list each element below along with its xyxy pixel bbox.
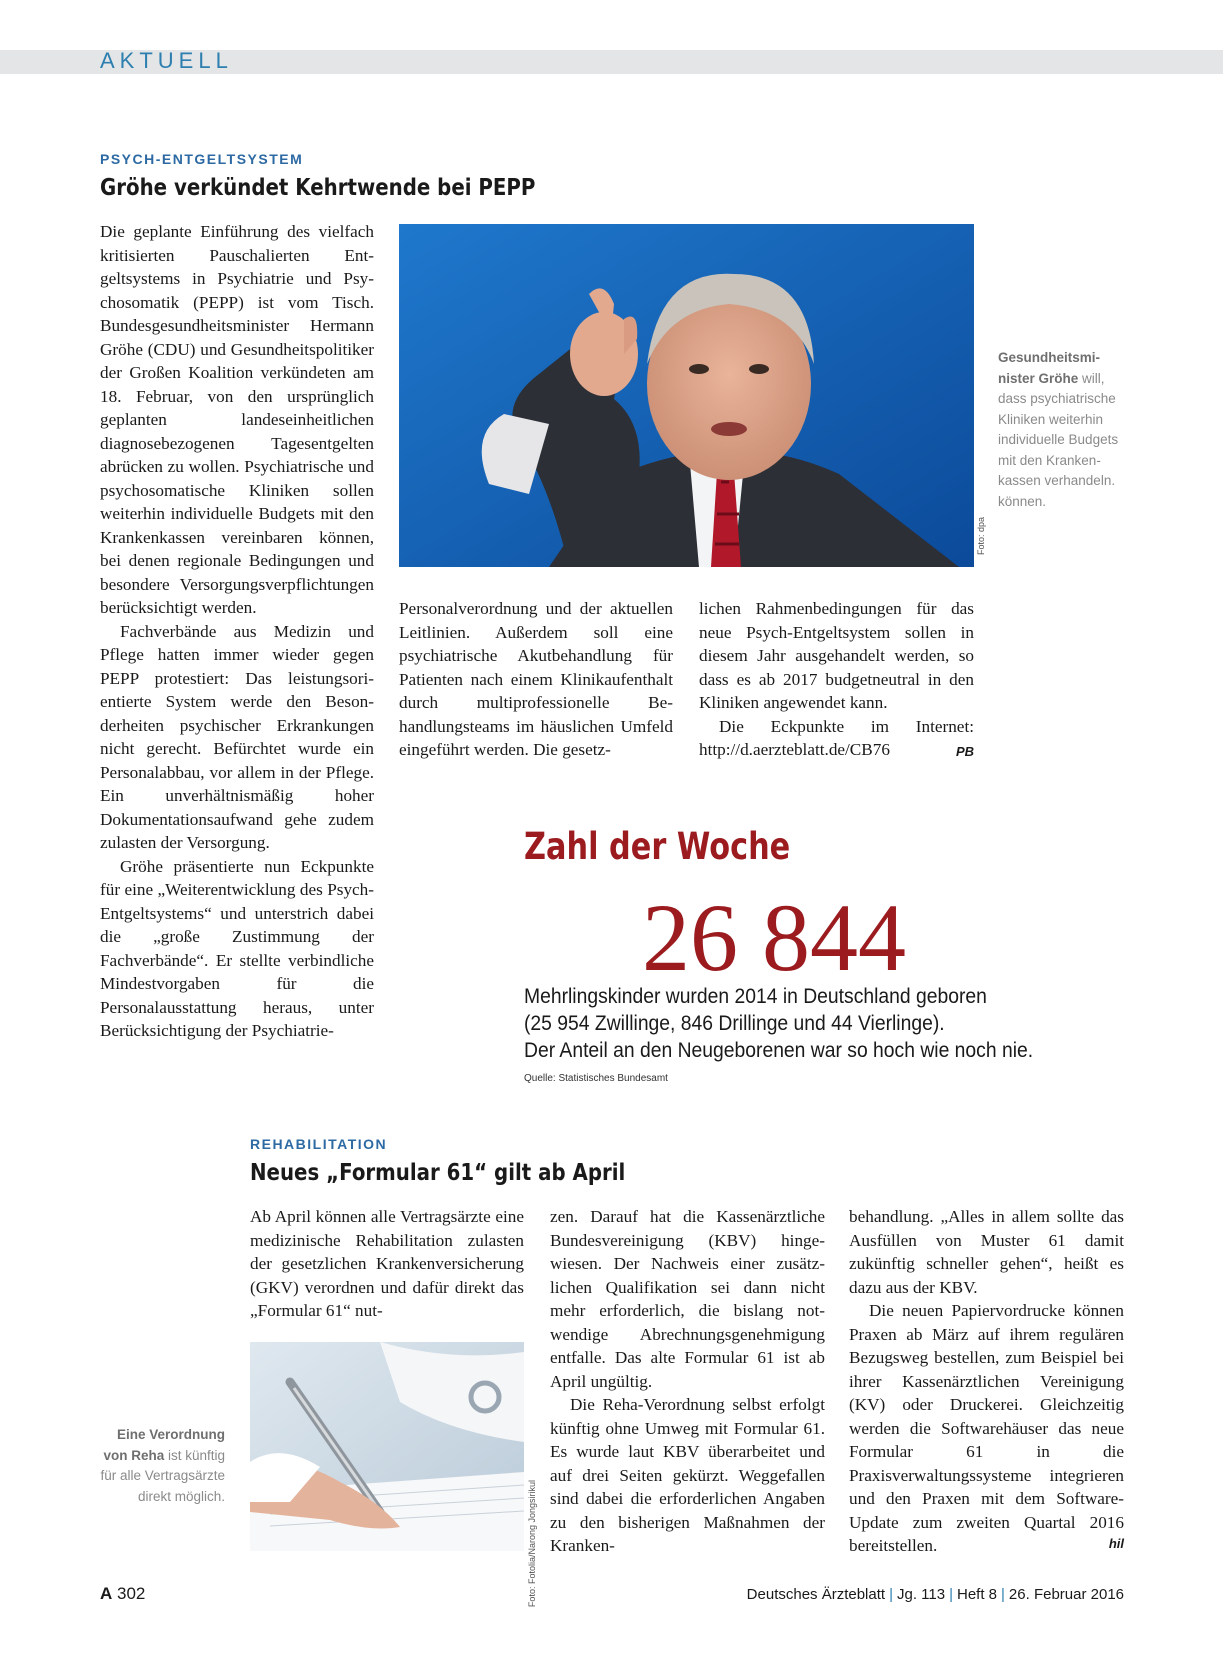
- zdw-title: Zahl der Woche: [524, 825, 791, 868]
- paragraph: behandlung. „Alles in allem sollte das Ausfüllen von Muster 61 damit zukünftig schneller gehen“, heißt es dazu aus der KBV.: [849, 1207, 1124, 1297]
- footer-journal-info: [747, 1586, 1124, 1603]
- article2-headline: Neues „Formular 61“ gilt ab April: [250, 1160, 626, 1186]
- link-intro: Die Eckpunkte im Internet:: [719, 716, 974, 736]
- caption-bold: Gesundheitsminister Gröhe: [998, 350, 1101, 386]
- page-prefix: A: [100, 1584, 113, 1603]
- paragraph-last: [849, 1299, 1124, 1558]
- zdw-source: Quelle: Statistisches Bundesamt: [524, 1073, 668, 1084]
- caption-bold: Eine Verordnung von Reha: [103, 1427, 225, 1463]
- zdw-line-2: (25 954 Zwillinge, 846 Drillinge und 44 Vierlinge).: [524, 1012, 945, 1035]
- paragraph: zen. Darauf hat die Kassenärztliche Bundesvereinigung (KBV) hingewiesen. Der Nachweis einer zusätzlichen Qualifikation sei dann nicht mehr erforderlich, die bislang notwendige Abrechnungsgenehmigung entfalle. Das alte Formular 61 ist ab April ungültig.: [550, 1207, 825, 1391]
- photo-credit: Foto: dpa: [976, 517, 986, 556]
- caption-text: will, dass psychiatrische Kliniken weiterhin individuelle Budgets mit den Krankenkassen verhandeln. können.: [998, 370, 1119, 509]
- article2-column-2: [550, 1205, 825, 1558]
- zdw-line-1: Mehrlingskinder wurden 2014 in Deutschland geboren: [524, 985, 987, 1008]
- issue: Heft 8: [956, 1586, 998, 1603]
- paragraph: Die geplante Einführung des vielfach kritisierten Pauschalierten Entgeltsystems in Psychiatrie und Psychosomatik (PEPP) ist vom Tisch. Bundesgesundheitsminister Hermann Gröhe (CDU) und Gesundheitspolitiker der Großen Koalition verkündeten am 18. Februar, von den ursprünglich geplanten landeseinheitlichen diagnosebezogenen Tagesentgelten abrücken zu wollen. Psychiatrische und psychosomatische Kliniken sollen weiterhin individuelle Budgets mit den Krankenkassen vereinbaren können, bei denen regionale Bedingungen und besondere Versorgungsverpflichtungen berücksichtigt werden.: [100, 222, 374, 617]
- article2-kicker: REHABILITATION: [250, 1136, 388, 1152]
- page-number: [100, 1584, 145, 1604]
- article1-caption: [998, 348, 1128, 512]
- internet-link[interactable]: http://d.aerzteblatt.de/CB76: [699, 740, 890, 759]
- article1-column-3: [699, 597, 974, 762]
- minister-photo: [399, 224, 974, 567]
- paragraph: Die Reha-Verordnung selbst erfolgt künftig ohne Umweg mit Formular 61. Es wurde laut KBV überarbeitet und auf drei Seiten gekürzt. Weggefallen sind dabei die erforderlichen Angaben zu den bisherigen Maßnahmen der Kranken-: [550, 1395, 825, 1555]
- paragraph: lichen Rahmenbedingungen für das neue Psych-Entgeltsystem sollen in diesem Jahr ausgehandelt werden, so dass es ab 2017 budgetneutral in den Kliniken angewendet kann.: [699, 599, 974, 712]
- article1-headline: Gröhe verkündet Kehrtwende bei PEPP: [100, 175, 536, 201]
- paragraph: Fachverbände aus Medizin und Pflege hatten immer wieder gegen PEPP protestiert: Das leistungsorientierte System werde den Besonderheiten psychischer Erkrankungen nicht gerecht. Befürchtet wurde ein Personalabbau, vor allem in der Pflege. Ein unverhältnismäßig hoher Dokumentationsaufwand gehe zudem zulasten der Versorgung.: [100, 621, 374, 852]
- zdw-line-3: Der Anteil an den Neugeborenen war so hoch wie noch nie.: [524, 1039, 1034, 1062]
- paragraph: Personalverordnung und der aktuellen Leitlinien. Außerdem soll eine psychiatrische Akutbehandlung für Patienten nach einem Klinikaufenthalt durch multiprofessionelle Behandlungsteams im häuslichen Umfeld eingeführt werden. Die gesetz-: [399, 599, 673, 759]
- article1-column-1: [100, 220, 374, 1043]
- article2-column-3: [849, 1205, 1124, 1558]
- volume: Jg. 113: [896, 1586, 946, 1603]
- caption-text: ist künftig für alle Vertragsärzte direkt möglich.: [100, 1447, 225, 1504]
- paragraph: Ab April können alle Vertragsärzte eine medizinische Rehabilitation zulasten der gesetzlichen Krankenversicherung (GKV) verordnen und dafür direkt das „Formular 61“ nut-: [250, 1207, 524, 1320]
- issue-date: 26. Februar 2016: [1008, 1586, 1124, 1603]
- zdw-number: 26 844: [642, 884, 906, 991]
- article1-kicker: PSYCH-ENTGELTSYSTEM: [100, 151, 304, 167]
- link-line: [699, 738, 974, 762]
- photo-credit: Foto: Fotolia/Narong Jongsirikul: [527, 1480, 537, 1608]
- prescription-photo: [250, 1342, 524, 1551]
- page-number-value: 302: [117, 1584, 146, 1603]
- separator: |: [1001, 1586, 1005, 1603]
- separator: |: [949, 1586, 953, 1603]
- article2-caption: [95, 1425, 225, 1507]
- paragraph-text: Die neuen Papiervordrucke können Praxen ab März auf ihrem regulären Bezugsweg bestellen, zum Beispiel bei ihrer Kassenärztlichen Vereinigung (KV) oder Druckerei. Gleichzeitig werden die Softwarehäuser das neue Formular 61 in die Praxisverwaltungssysteme integrieren und den Praxen mit dem Software-Update zum zweiten Quartal 2016 bereitstellen.: [849, 1301, 1124, 1555]
- article2-column-1: [250, 1205, 524, 1323]
- article1-column-2: [399, 597, 673, 762]
- section-label: AKTUELL: [100, 48, 233, 73]
- journal-name: Deutsches Ärzteblatt: [746, 1586, 886, 1603]
- author-initials: PB: [955, 744, 974, 759]
- separator: |: [889, 1586, 893, 1603]
- paragraph: Gröhe präsentierte nun Eckpunkte für eine „Weiterentwicklung des Psych-Entgeltsystems“ und unterstrich dabei die „große Zustimmung der Fachverbände“. Er stellte verbindliche Mindestvorgaben für die Personalausstattung heraus, unter Berücksichtigung der Psychiatrie-: [100, 856, 374, 1040]
- author-initials: hil: [1108, 1536, 1124, 1551]
